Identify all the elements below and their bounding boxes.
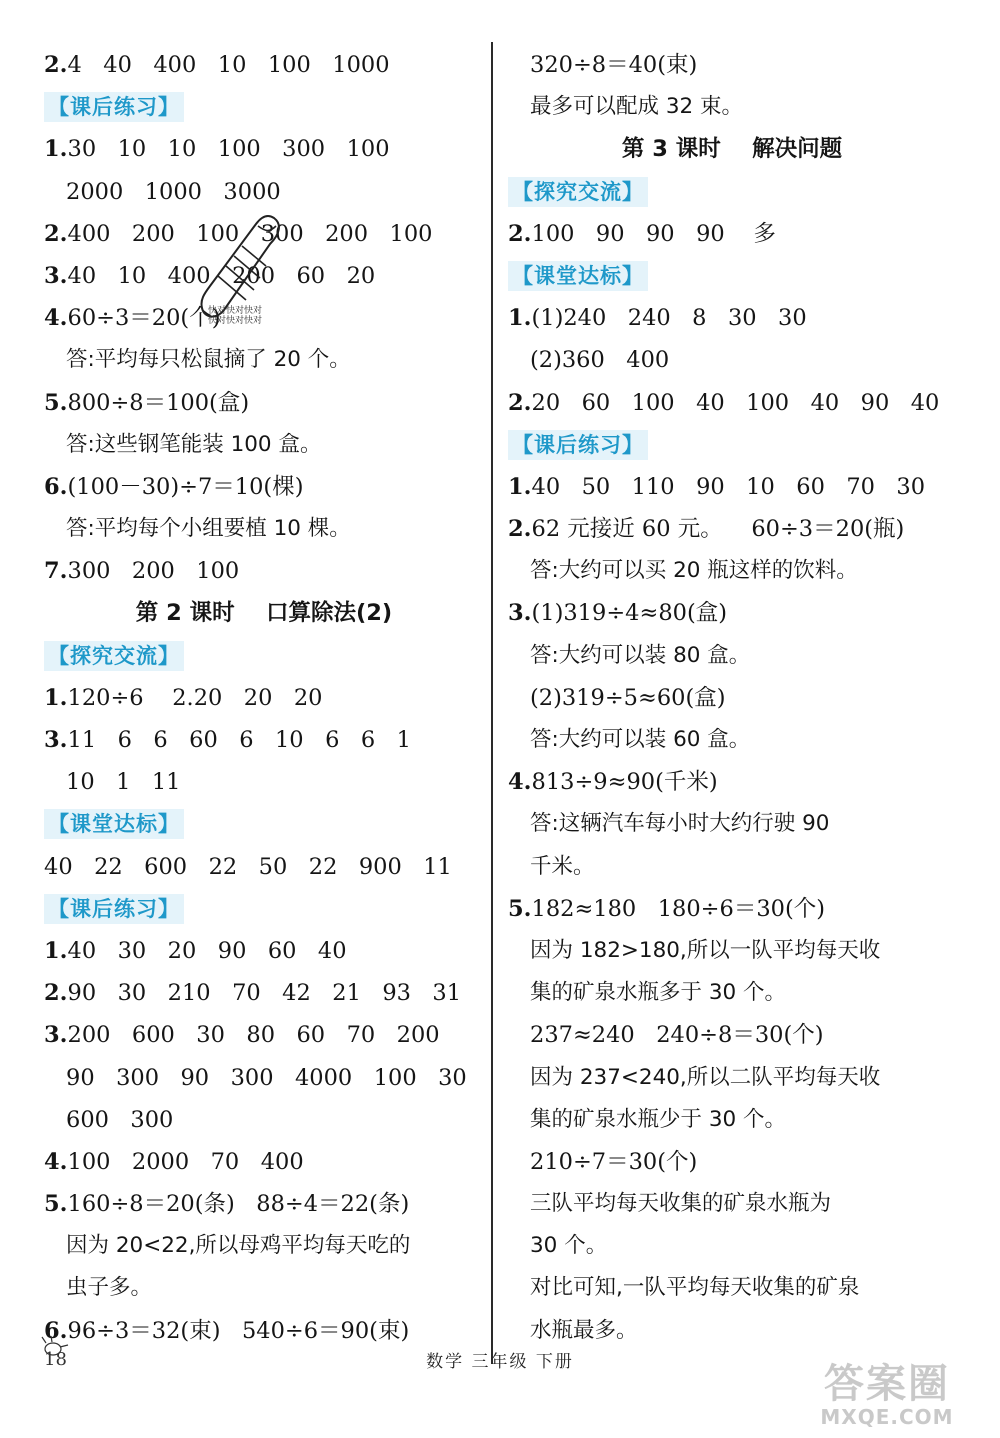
answer-text: 答:这辆汽车每小时大约行驶 90	[530, 811, 830, 837]
answer-line	[508, 719, 956, 761]
question-number: 1.	[508, 305, 532, 332]
section-tag: 【课堂达标】	[44, 809, 184, 839]
answer-text: 800÷8＝100(盒)	[67, 389, 250, 416]
answer-line	[44, 339, 484, 381]
question-number: 3.	[508, 600, 532, 627]
question-number: 6.	[44, 473, 68, 500]
answer-line	[508, 677, 956, 719]
section-header	[44, 803, 484, 845]
answer-text: 30 个。	[530, 1233, 608, 1259]
answer-text: 三队平均每天收集的矿泉水瓶为	[530, 1191, 832, 1217]
answer-text: 90 300 90 300 4000 100 30	[66, 1064, 467, 1091]
answer-text: 对比可知,一队平均每天收集的矿泉	[530, 1275, 860, 1301]
answer-text: 集的矿泉水瓶少于 30 个。	[530, 1106, 787, 1132]
section-tag: 【探究交流】	[44, 641, 184, 671]
answer-line	[508, 972, 956, 1014]
question-number: 1.	[508, 473, 532, 500]
answer-line	[508, 1267, 956, 1309]
answer-text: 答:这些钢笔能装 100 盒。	[66, 431, 322, 457]
answer-text: 虫子多。	[66, 1275, 153, 1301]
section-tag: 【探究交流】	[508, 177, 648, 207]
question-number: 5.	[508, 895, 532, 922]
answer-text: 40 10 400 200 60 20	[67, 262, 376, 289]
lesson-heading: 第 2 课时 口算除法(2)	[135, 600, 393, 627]
question-number: 4.	[44, 1148, 68, 1175]
question-number: 2.	[508, 389, 532, 416]
question-number: 4.	[44, 305, 68, 332]
answer-line	[44, 1225, 484, 1267]
answer-line	[508, 382, 956, 424]
answer-text: 答:大约可以买 20 瓶这样的饮料。	[530, 558, 858, 584]
answer-text: 答:大约可以装 60 盒。	[530, 727, 751, 752]
answer-line	[508, 339, 956, 381]
question-number: 2.	[44, 220, 68, 247]
question-number: 3.	[44, 727, 68, 753]
answer-text: 96÷3＝32(束) 540÷6＝90(束)	[67, 1317, 410, 1344]
answer-line	[44, 508, 484, 550]
answer-text: (100－30)÷7＝10(棵)	[67, 473, 304, 500]
answer-line	[508, 44, 956, 86]
section-header	[508, 255, 956, 297]
answer-line	[508, 1099, 956, 1141]
answer-line	[508, 508, 956, 550]
section-tag: 【课后练习】	[44, 92, 184, 122]
answer-text: 100 90 90 90 多	[531, 220, 776, 247]
question-number: 2.	[44, 980, 68, 1007]
answer-line	[44, 44, 484, 86]
answer-line	[508, 846, 956, 888]
question-number: 6.	[44, 1317, 68, 1344]
answer-line	[44, 128, 484, 170]
answer-text: 237≈240 240÷8＝30(个)	[530, 1022, 824, 1049]
answer-line	[508, 297, 956, 339]
answer-text: 30 10 10 100 300 100	[67, 136, 390, 163]
section-header	[44, 635, 484, 677]
answer-text: 答:平均每只松鼠摘了 20 个。	[66, 347, 351, 373]
answer-line	[508, 888, 956, 930]
answer-text: 因为 182>180,所以一队平均每天收	[530, 937, 881, 963]
answer-text: 40 22 600 22 50 22 900 11	[44, 853, 452, 880]
answer-text: (2)319÷5≈60(盒)	[530, 684, 726, 711]
question-number: 4.	[508, 769, 532, 796]
answer-text: 90 30 210 70 42 21 93 31	[67, 980, 462, 1007]
answer-text: 10 1 11	[66, 769, 181, 796]
section-header	[508, 171, 956, 213]
answer-text: 300 200 100	[67, 558, 240, 585]
answer-line	[508, 1141, 956, 1183]
answer-line	[44, 846, 484, 888]
answer-line	[44, 1099, 484, 1141]
section-tag: 【课后练习】	[508, 430, 648, 460]
answer-line	[44, 972, 484, 1014]
question-number: 3.	[44, 262, 68, 289]
answer-line	[508, 1057, 956, 1099]
answer-line	[508, 466, 956, 508]
answer-text: 210÷7＝30(个)	[530, 1148, 698, 1175]
question-number: 1.	[44, 937, 68, 964]
answer-text: 因为 237<240,所以二队平均每天收	[530, 1064, 881, 1090]
question-number: 2.	[508, 516, 532, 543]
answer-line	[44, 1267, 484, 1309]
answer-text: 40 50 110 90 10 60 70 30	[531, 473, 926, 500]
answer-text: 11 6 6 60 6 10 6 6 1	[67, 727, 411, 753]
answer-line	[44, 930, 484, 972]
answer-line	[508, 1183, 956, 1225]
answer-text: 320÷8＝40(束)	[530, 52, 698, 78]
question-number: 3.	[44, 1022, 68, 1049]
question-number: 5.	[44, 389, 68, 416]
answer-line	[44, 1014, 484, 1056]
answer-line	[508, 930, 956, 972]
answer-text: 最多可以配成 32 束。	[530, 94, 744, 120]
answer-line	[44, 719, 484, 761]
answer-line	[508, 761, 956, 803]
answer-text: 40 30 20 90 60 40	[67, 937, 347, 964]
answer-text: 160÷8＝20(条) 88÷4＝22(条)	[67, 1191, 410, 1218]
stamp-text: 快对快对快对 快对快对快对	[208, 306, 263, 326]
answer-line	[44, 1057, 484, 1099]
answer-line	[508, 86, 956, 128]
question-number: 7.	[44, 558, 68, 585]
answer-line	[44, 677, 484, 719]
answer-line	[508, 592, 956, 634]
lesson-heading: 第 3 课时 解决问题	[621, 136, 843, 163]
page-number: 18	[44, 1349, 67, 1370]
answer-text: 答:大约可以装 80 盒。	[530, 642, 751, 668]
answer-line	[44, 1141, 484, 1183]
right-column	[508, 44, 956, 1352]
answer-line	[44, 466, 484, 508]
answer-line	[44, 171, 484, 213]
section-tag: 【课堂达标】	[508, 261, 648, 291]
watermark	[792, 1362, 982, 1432]
question-number: 2.	[508, 220, 532, 247]
answer-line	[508, 213, 956, 255]
answer-line	[44, 761, 484, 803]
footer-book-title: 数学 三年级 下册	[426, 1352, 574, 1372]
answer-line	[44, 550, 484, 592]
answer-text: 200 600 30 80 60 70 200	[67, 1022, 440, 1049]
answer-text: 182≈180 180÷6＝30(个)	[531, 895, 825, 922]
question-number: 2.	[44, 52, 68, 78]
column-divider	[491, 42, 493, 1364]
answer-text: 100 2000 70 400	[67, 1148, 304, 1175]
answer-text: 20 60 100 40 100 40 90 40	[531, 389, 940, 416]
answer-line	[44, 382, 484, 424]
answer-text: 60÷3＝20(个)	[67, 305, 221, 332]
answer-text: 813÷9≈90(千米)	[531, 769, 718, 796]
section-header	[44, 86, 484, 128]
answer-line	[44, 1183, 484, 1225]
answer-text: 4 40 400 10 100 1000	[67, 52, 390, 78]
section-header	[44, 888, 484, 930]
answer-text: (1)240 240 8 30 30	[531, 305, 807, 332]
answer-line	[508, 803, 956, 845]
answer-text: 千米。	[530, 853, 595, 879]
answer-line	[508, 635, 956, 677]
answer-text: 2000 1000 3000	[66, 178, 281, 205]
section-header	[508, 424, 956, 466]
answer-text: 集的矿泉水瓶多于 30 个。	[530, 980, 787, 1006]
answer-line	[44, 424, 484, 466]
answer-line	[508, 1225, 956, 1267]
answer-text: 600 300	[66, 1106, 174, 1133]
answer-text: 因为 20<22,所以母鸡平均每天吃的	[66, 1233, 411, 1259]
answer-line	[508, 550, 956, 592]
question-number: 1.	[44, 136, 68, 163]
watermark-title: 答案圈	[824, 1361, 950, 1407]
answer-text: (2)360 400	[530, 347, 670, 374]
section-tag: 【课后练习】	[44, 894, 184, 924]
answer-line	[508, 1014, 956, 1056]
question-number: 1.	[44, 684, 68, 711]
question-number: 5.	[44, 1191, 68, 1218]
answer-text: 120÷6 2.20 20 20	[67, 684, 323, 711]
answer-text: 答:平均每个小组要植 10 棵。	[66, 516, 351, 542]
answer-text: 水瓶最多。	[530, 1317, 638, 1343]
watermark-url: MXQE.COM	[820, 1405, 954, 1429]
answer-text: 400 200 100 300 200 100	[67, 220, 433, 247]
answer-text: (1)319÷4≈80(盒)	[531, 600, 728, 627]
answer-text: 62 元接近 60 元。 60÷3＝20(瓶)	[531, 516, 905, 543]
